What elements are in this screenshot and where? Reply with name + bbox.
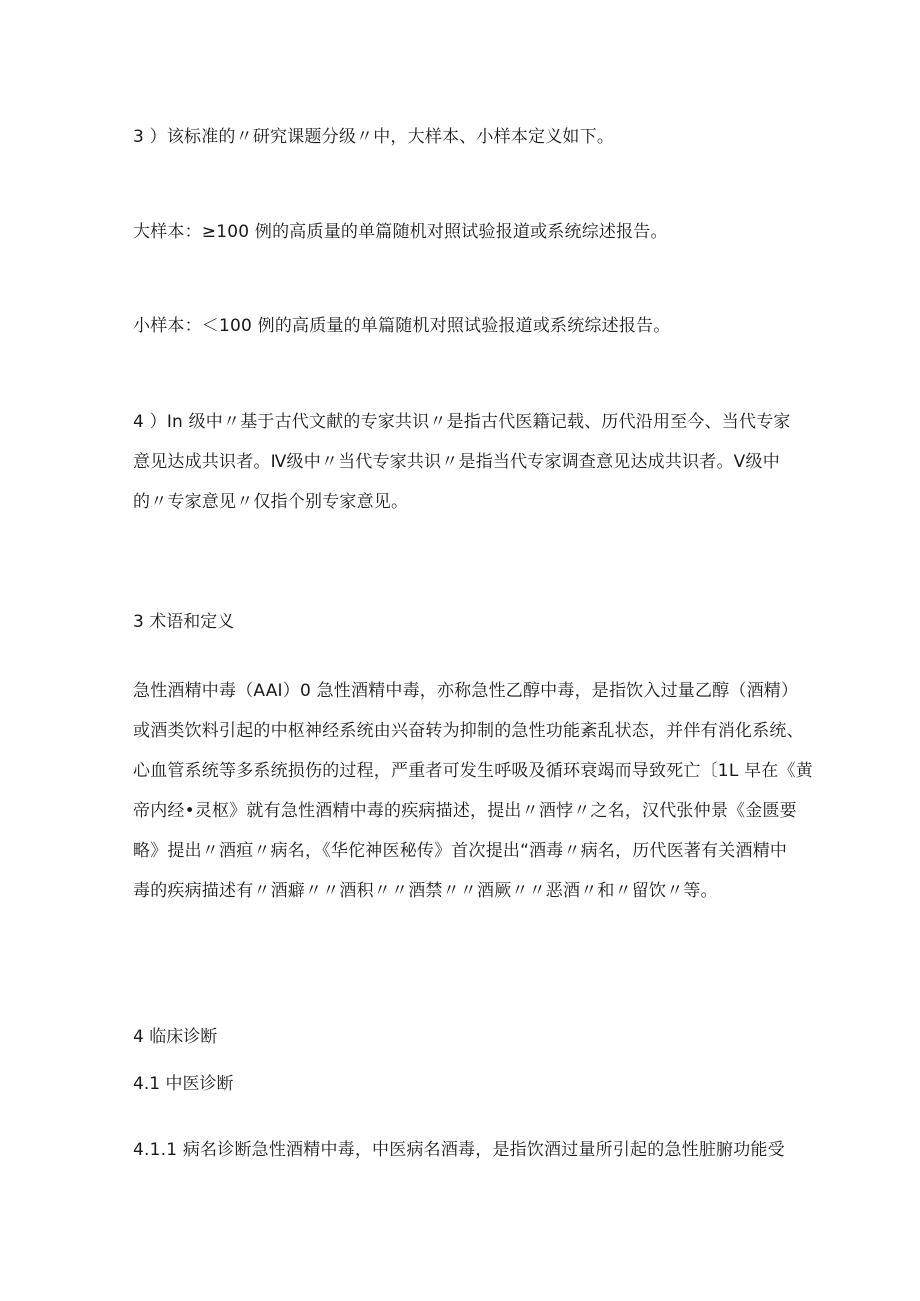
text-line: 略》提出〃酒疸〃病名，《华佗神医秘传》首次提出“酒毒〃病名，历代医著有关酒精中: [133, 841, 788, 861]
paragraph-aai-definition: [133, 678, 813, 918]
text-line: 的〃专家意见〃仅指个别专家意见。: [133, 492, 409, 512]
text-line: 毒的疾病描述有〃酒癖〃〃酒积〃〃酒禁〃〃酒厥〃〃恶酒〃和〃留饮〃等。: [133, 881, 718, 901]
text-line: 或酒类饮料引起的中枢神经系统由兴奋转为抑制的急性功能紊乱状态，并伴有消化系统、: [133, 721, 804, 741]
paragraph-grading-intro: 3 ）该标准的〃研究课题分级〃中，大样本、小样本定义如下。: [133, 127, 615, 147]
text-line: 4 ）In 级中〃基于古代文献的专家共识〃是指古代医籍记载、历代沿用至今、当代专家: [133, 412, 791, 432]
section-heading-terms: 3 术语和定义: [133, 612, 235, 632]
paragraph-disease-name-diagnosis: 4.1.1 病名诊断急性酒精中毒，中医病名酒毒，是指饮酒过量所引起的急性脏腑功能受: [133, 1140, 785, 1160]
text-line: 意见达成共识者。Ⅳ级中〃当代专家共识〃是指当代专家调查意见达成共识者。Ⅴ级中: [133, 452, 780, 472]
text-line: 帝内经•灵枢》就有急性酒精中毒的疾病描述，提出〃酒悖〃之名，汉代张仲景《金匮要: [133, 801, 797, 821]
paragraph-large-sample: 大样本：≥100 例的高质量的单篇随机对照试验报道或系统综述报告。: [133, 222, 668, 242]
paragraph-small-sample: 小样本：＜100 例的高质量的单篇随机对照试验报道或系统综述报告。: [133, 316, 671, 336]
paragraph-expert-consensus: [133, 409, 813, 529]
text-line: 心血管系统等多系统损伤的过程，严重者可发生呼吸及循环衰竭而导致死亡〔1L 早在《黄: [133, 761, 813, 781]
text-line: 急性酒精中毒（AAI）0 急性酒精中毒，亦称急性乙醇中毒，是指饮入过量乙醇（酒精）: [133, 681, 799, 701]
section-heading-clinical-diagnosis: 4 临床诊断: [133, 1027, 218, 1047]
section-heading-tcm-diagnosis: 4.1 中医诊断: [133, 1074, 234, 1094]
